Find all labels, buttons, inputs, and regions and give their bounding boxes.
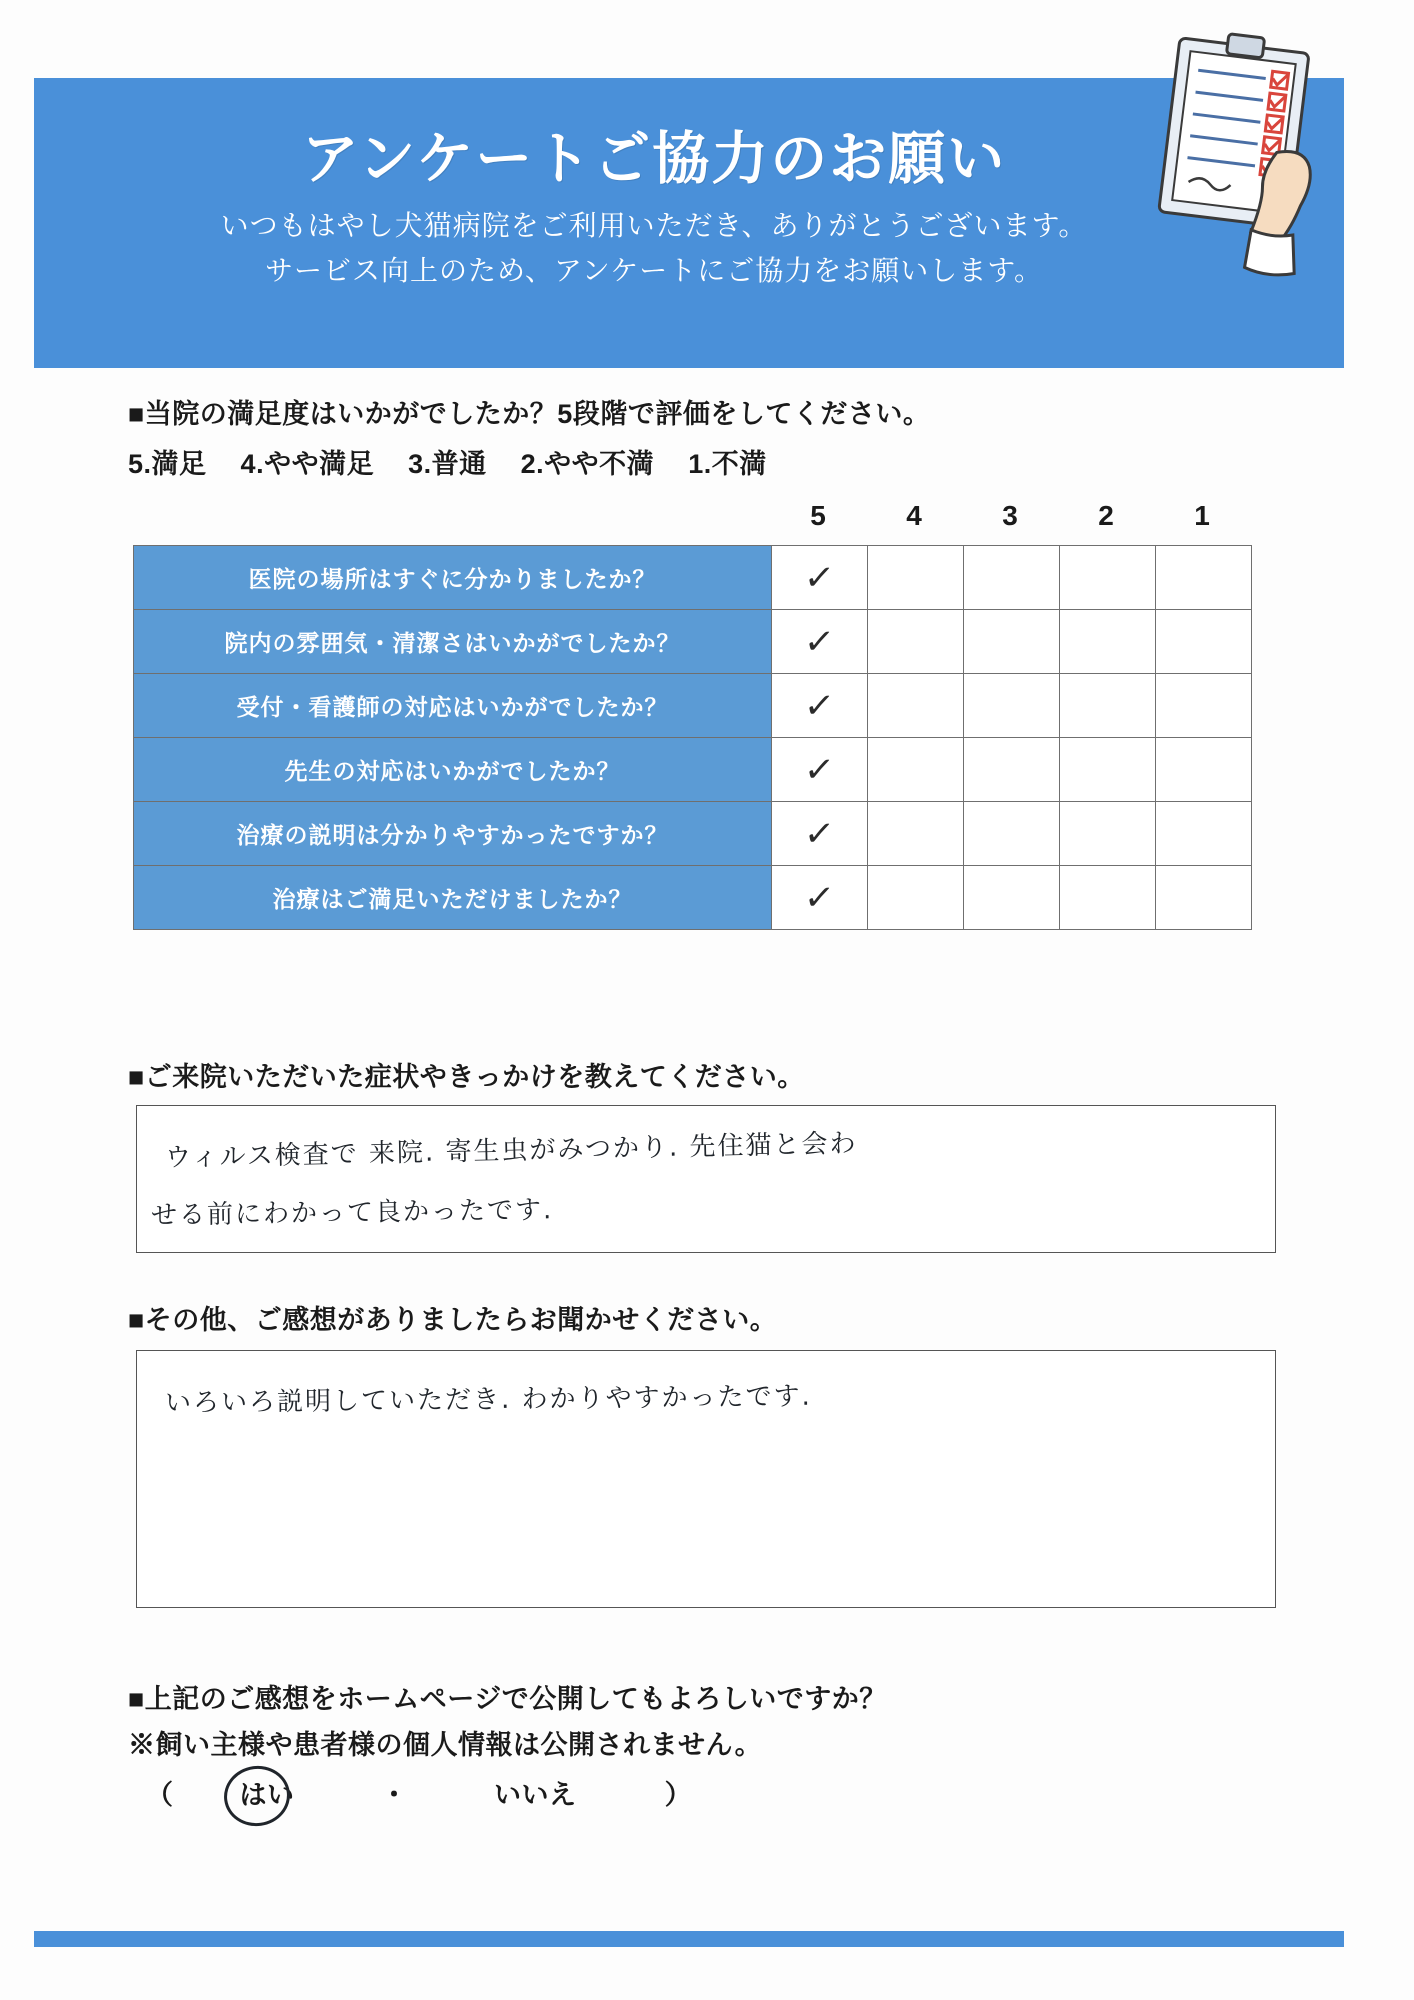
table-row: [134, 738, 1252, 802]
q1-scale-legend: [128, 442, 793, 481]
q2-answer-line-2: せる前にわかって良かったです.: [150, 1195, 554, 1231]
header-subtitle-2: サービス向上のため、アンケートにご協力をお願いします。: [265, 255, 1043, 287]
column-header-2: 2: [1098, 500, 1114, 531]
rating-cell-2[interactable]: [1060, 546, 1156, 610]
option-no[interactable]: [494, 1780, 585, 1810]
check-icon: ✓: [802, 877, 837, 918]
rating-cell-1[interactable]: [1156, 738, 1252, 802]
check-icon: ✓: [802, 749, 837, 790]
rating-cell-3[interactable]: [964, 674, 1060, 738]
table-row: [134, 674, 1252, 738]
q2-answer-line-1: ウィルス検査で 来院. 寄生虫がみつかり. 先住猫と会わ: [164, 1128, 858, 1174]
q4-heading: ■上記のご感想をホームページで公開してもよろしいですか？: [128, 1684, 887, 1714]
rating-cell-1[interactable]: [1156, 866, 1252, 930]
rating-row-label: 治療はご満足いただけましたか？: [134, 866, 772, 930]
circle-mark-icon: [220, 1762, 294, 1831]
rating-cell-1[interactable]: [1156, 610, 1252, 674]
rating-cell-5[interactable]: [772, 866, 868, 930]
rating-cell-3[interactable]: [964, 866, 1060, 930]
rating-cell-3[interactable]: [964, 802, 1060, 866]
rating-cell-2[interactable]: [1060, 866, 1156, 930]
rating-row-label: 医院の場所はすぐに分かりましたか？: [134, 546, 772, 610]
table-row: [134, 610, 1252, 674]
rating-cell-5[interactable]: [772, 802, 868, 866]
column-header-4: 4: [906, 500, 922, 531]
rating-table: [133, 545, 1252, 930]
rating-cell-5[interactable]: [772, 610, 868, 674]
rating-cell-1[interactable]: [1156, 674, 1252, 738]
scale-legend-1: 1.不満: [688, 449, 767, 479]
rating-cell-5[interactable]: [772, 546, 868, 610]
check-icon: ✓: [802, 621, 837, 662]
rating-cell-2[interactable]: [1060, 610, 1156, 674]
rating-cell-2[interactable]: [1060, 802, 1156, 866]
footer-bar: [34, 1931, 1344, 1947]
option-yes-label: はい: [239, 1780, 295, 1810]
rating-cell-3[interactable]: [964, 546, 1060, 610]
header-text-block: [34, 78, 1274, 290]
rating-column-headers: [770, 500, 1250, 532]
scale-legend-4: 4.やや満足: [240, 449, 375, 479]
rating-cell-4[interactable]: [868, 738, 964, 802]
table-row: [134, 802, 1252, 866]
table-row: [134, 866, 1252, 930]
rating-cell-2[interactable]: [1060, 738, 1156, 802]
rating-cell-1[interactable]: [1156, 546, 1252, 610]
rating-cell-1[interactable]: [1156, 802, 1252, 866]
q3-heading: ■その他、ご感想がありましたらお聞かせください。: [128, 1305, 778, 1335]
rating-cell-5[interactable]: [772, 674, 868, 738]
q4-choice-row: [146, 1773, 692, 1812]
page-title: アンケートご協力のお願い: [301, 127, 1007, 191]
column-header-3: 3: [1002, 500, 1018, 531]
rating-cell-4[interactable]: [868, 866, 964, 930]
option-no-label: いいえ: [494, 1780, 577, 1810]
rating-row-label: 院内の雰囲気・清潔さはいかがでしたか？: [134, 610, 772, 674]
paren-close: ）: [664, 1780, 693, 1810]
rating-row-label: 先生の対応はいかがでしたか？: [134, 738, 772, 802]
clipboard-icon: [1124, 28, 1354, 318]
rating-cell-3[interactable]: [964, 610, 1060, 674]
scale-legend-3: 3.普通: [408, 449, 487, 479]
header-subtitle-1: いつもはやし犬猫病院をご利用いただき、ありがとうございます。: [220, 209, 1088, 241]
rating-cell-4[interactable]: [868, 610, 964, 674]
option-yes[interactable]: [240, 1780, 303, 1810]
q4-note: ※飼い主様や患者様の個人情報は公開されません。: [128, 1730, 763, 1760]
check-icon: ✓: [802, 557, 837, 598]
q3-answer-box[interactable]: [136, 1350, 1276, 1608]
scale-legend-5: 5.満足: [128, 449, 207, 479]
column-header-5: 5: [810, 500, 826, 531]
q1-heading: ■当院の満足度はいかがでしたか？5段階で評価をしてください。: [128, 399, 931, 429]
check-icon: ✓: [802, 685, 837, 726]
q3-answer-line-1: いろいろ説明していただき. わかりやすかったです.: [164, 1381, 812, 1419]
paren-open: （: [146, 1780, 174, 1810]
rating-cell-3[interactable]: [964, 738, 1060, 802]
rating-cell-5[interactable]: [772, 738, 868, 802]
option-separator: ・: [380, 1780, 409, 1810]
rating-row-label: 治療の説明は分かりやすかったですか？: [134, 802, 772, 866]
q2-heading: ■ご来院いただいた症状やきっかけを教えてください。: [128, 1062, 805, 1092]
header-banner: [34, 78, 1344, 368]
rating-cell-2[interactable]: [1060, 674, 1156, 738]
rating-row-label: 受付・看護師の対応はいかがでしたか？: [134, 674, 772, 738]
rating-cell-4[interactable]: [868, 546, 964, 610]
check-icon: ✓: [802, 813, 837, 854]
rating-cell-4[interactable]: [868, 674, 964, 738]
q2-answer-box[interactable]: [136, 1105, 1276, 1253]
column-header-1: 1: [1194, 500, 1210, 531]
table-row: [134, 546, 1252, 610]
rating-cell-4[interactable]: [868, 802, 964, 866]
scale-legend-2: 2.やや不満: [520, 449, 655, 479]
